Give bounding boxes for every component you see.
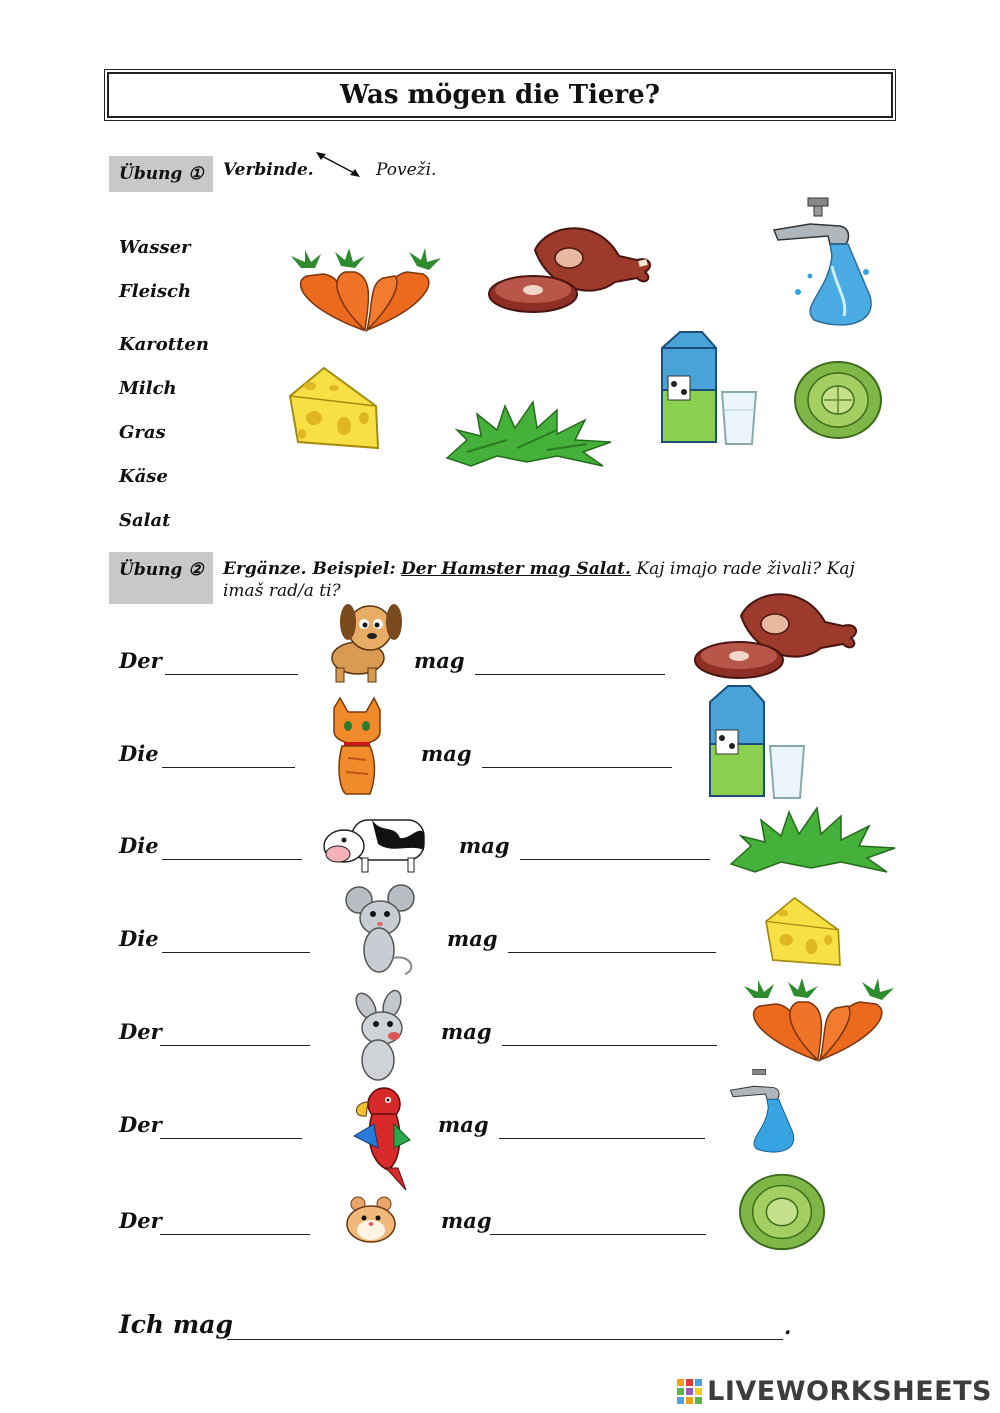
carrots-picture bbox=[736, 978, 898, 1062]
row6-animal-input[interactable] bbox=[160, 1116, 302, 1139]
parrot-picture bbox=[344, 1084, 430, 1194]
row4-animal-input[interactable] bbox=[162, 930, 310, 953]
word-karotten[interactable]: Karotten bbox=[119, 334, 209, 355]
row4-mag: mag bbox=[447, 926, 498, 951]
row2-food-input[interactable] bbox=[482, 745, 672, 768]
dog-picture bbox=[318, 600, 406, 684]
row3-article: Die bbox=[119, 833, 159, 858]
meat-picture[interactable] bbox=[487, 220, 657, 320]
water-tap-picture[interactable] bbox=[770, 196, 884, 334]
row2-animal-input[interactable] bbox=[162, 745, 295, 768]
exercise1-translation: Poveži. bbox=[376, 160, 437, 180]
row7-article: Der bbox=[119, 1208, 162, 1233]
connect-arrow-icon bbox=[316, 152, 360, 178]
word-milch[interactable]: Milch bbox=[119, 378, 177, 399]
final-line-period: . bbox=[784, 1314, 792, 1339]
final-line-input[interactable] bbox=[227, 1317, 783, 1340]
cat-picture bbox=[326, 698, 388, 798]
lettuce-picture[interactable] bbox=[793, 358, 883, 440]
rabbit-picture bbox=[344, 992, 420, 1082]
row5-mag: mag bbox=[441, 1019, 492, 1044]
row1-animal-input[interactable] bbox=[165, 652, 298, 675]
row6-article: Der bbox=[119, 1112, 162, 1137]
worksheet-title: Was mögen die Tiere? bbox=[107, 72, 893, 118]
exercise1-instruction: Verbinde. bbox=[223, 160, 314, 180]
row1-article: Der bbox=[119, 648, 162, 673]
exercise2-label: Übung ② bbox=[109, 552, 213, 604]
exercise1-label: Übung ① bbox=[109, 156, 213, 192]
liveworksheets-logo bbox=[677, 1376, 992, 1407]
row7-mag: mag bbox=[441, 1208, 492, 1233]
word-gras[interactable]: Gras bbox=[119, 422, 166, 443]
row5-food-input[interactable] bbox=[502, 1023, 717, 1046]
row7-food-input[interactable] bbox=[490, 1212, 706, 1235]
row6-mag: mag bbox=[438, 1112, 489, 1137]
row2-mag: mag bbox=[421, 741, 472, 766]
grass-picture[interactable] bbox=[447, 400, 611, 468]
row2-article: Die bbox=[119, 741, 159, 766]
word-fleisch[interactable]: Fleisch bbox=[119, 281, 192, 302]
exercise2-example: Der Hamster mag Salat. bbox=[401, 559, 631, 579]
final-line-prefix: Ich mag bbox=[119, 1310, 233, 1339]
word-kaese[interactable]: Käse bbox=[119, 466, 168, 487]
cheese-picture[interactable] bbox=[284, 366, 384, 456]
row4-food-input[interactable] bbox=[508, 930, 716, 953]
row5-animal-input[interactable] bbox=[160, 1023, 310, 1046]
row5-article: Der bbox=[119, 1019, 162, 1044]
row3-mag: mag bbox=[459, 833, 510, 858]
hamster-picture bbox=[344, 1194, 398, 1244]
milk-picture[interactable] bbox=[658, 330, 760, 446]
word-wasser[interactable]: Wasser bbox=[119, 237, 191, 258]
row3-food-input[interactable] bbox=[520, 837, 710, 860]
word-salat[interactable]: Salat bbox=[119, 510, 171, 531]
milk-picture bbox=[706, 684, 808, 800]
row3-animal-input[interactable] bbox=[162, 837, 302, 860]
row1-food-input[interactable] bbox=[475, 652, 665, 675]
carrots-picture[interactable] bbox=[283, 248, 445, 332]
water-tap-picture bbox=[726, 1068, 804, 1158]
row6-food-input[interactable] bbox=[499, 1116, 705, 1139]
liveworksheets-brand: LIVEWORKSHEETS bbox=[707, 1376, 992, 1407]
lettuce-picture bbox=[738, 1170, 826, 1252]
row1-mag: mag bbox=[414, 648, 465, 673]
exercise2-translation: Kaj imajo rade živali? Kaj imaš rad/a ti? bbox=[223, 559, 855, 601]
liveworksheets-icon bbox=[677, 1379, 703, 1405]
mouse-picture bbox=[345, 884, 421, 978]
cow-picture bbox=[322, 814, 428, 874]
row4-article: Die bbox=[119, 926, 159, 951]
grass-picture bbox=[731, 806, 895, 874]
exercise2-instruction-prefix: Ergänze. Beispiel: bbox=[223, 559, 396, 579]
cheese-picture bbox=[761, 892, 845, 976]
row7-animal-input[interactable] bbox=[160, 1212, 310, 1235]
meat-picture bbox=[693, 586, 863, 686]
